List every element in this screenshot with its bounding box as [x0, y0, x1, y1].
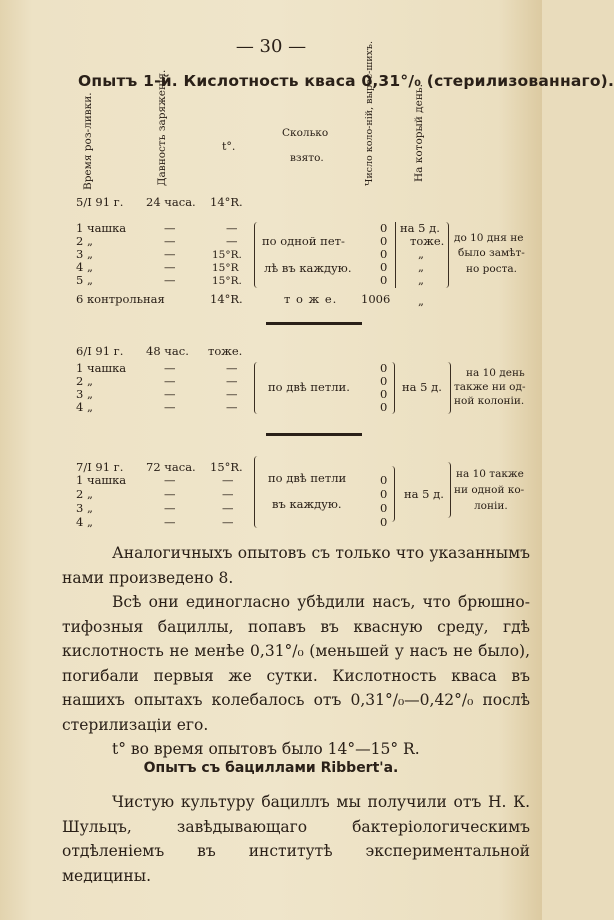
exp2-row-2-temp: — — [226, 374, 238, 388]
exp1-control-label: 6 контрольная — [76, 292, 165, 306]
exp1-day-2: тоже. — [410, 234, 445, 248]
exp3-row-4-dur: — — [164, 515, 176, 529]
exp3-taken-1: по двѣ петли — [268, 471, 347, 485]
exp3-temp: 15°R. — [210, 460, 243, 474]
exp3-date: 7/I 91 г. — [76, 460, 124, 474]
exp3-bracket-left — [254, 456, 261, 528]
exp2-row-3-temp: — — [226, 387, 238, 401]
exp2-note-3: ной колоніи. — [454, 395, 525, 407]
exp3-row-1-temp: — — [222, 473, 234, 487]
header-taken-2: взято. — [290, 152, 324, 164]
exp2-taken: по двѣ петли. — [268, 380, 350, 394]
header-day: На который день. — [413, 84, 425, 182]
exp2-date: 6/I 91 г. — [76, 344, 124, 358]
exp2-note-1: на 10 день — [466, 367, 525, 379]
exp1-temp: 14°R. — [210, 195, 243, 209]
exp1-day-3: „ — [418, 247, 424, 261]
exp1-day-4: „ — [418, 260, 424, 274]
exp3-row-1-col: 0 — [380, 473, 388, 487]
exp1-taken-1: по одной пет- — [262, 234, 345, 248]
exp1-divider — [395, 222, 396, 288]
exp2-hours: 48 час. — [146, 344, 189, 358]
exp1-note-2: было замѣт- — [458, 247, 525, 259]
body-text — [62, 541, 530, 762]
header-taken-1: Сколько — [282, 127, 329, 139]
paragraph-1: Аналогичныхъ опытовъ съ только что указаннымъ нами произведено 8. — [62, 544, 530, 587]
exp3-bracket-right — [444, 462, 451, 518]
exp3-row-2-col: 0 — [380, 487, 388, 501]
exp1-row-4-label: 4 „ — [76, 260, 93, 274]
exp3-row-4-col: 0 — [380, 515, 388, 529]
exp2-note-2: также ни од- — [454, 381, 526, 393]
exp1-row-5-label: 5 „ — [76, 273, 93, 287]
exp1-control-colonies: 1006 — [361, 292, 391, 306]
exp3-row-1-label: 1 чашка — [76, 473, 127, 487]
exp1-day-5: „ — [418, 273, 424, 287]
exp3-row-2-temp: — — [222, 487, 234, 501]
exp1-row-5-temp: 15°R. — [212, 275, 242, 287]
exp1-row-3-col: 0 — [380, 247, 388, 261]
exp1-row-3-label: 3 „ — [76, 247, 93, 261]
exp1-bracket-right — [442, 222, 449, 288]
exp2-bracket-mid — [388, 362, 395, 414]
exp3-day: на 5 д. — [404, 487, 444, 501]
exp1-row-2-label: 2 „ — [76, 234, 93, 248]
exp1-hours: 24 часа. — [146, 195, 196, 209]
exp3-bracket-mid — [388, 466, 395, 522]
exp2-row-3-col: 0 — [380, 387, 388, 401]
exp1-row-4-dur: — — [164, 260, 176, 274]
exp1-day-1: на 5 д. — [400, 221, 440, 235]
exp1-row-1-col: 0 — [380, 221, 388, 235]
exp2-row-3-dur: — — [164, 387, 176, 401]
exp1-row-2-col: 0 — [380, 234, 388, 248]
exp1-control-taken: т о ж е. — [284, 292, 338, 306]
exp3-row-2-dur: — — [164, 487, 176, 501]
exp1-row-5-dur: — — [164, 273, 176, 287]
header-duration: Давность заряженія. — [156, 69, 168, 186]
exp2-day: на 5 д. — [402, 380, 442, 394]
header-colonies: Число коло-ній, вырос-шихъ. — [364, 41, 375, 186]
exp1-row-2-temp: — — [226, 234, 238, 248]
exp1-row-5-col: 0 — [380, 273, 388, 287]
exp2-row-2-label: 2 „ — [76, 374, 93, 388]
exp1-row-3-dur: — — [164, 247, 176, 261]
exp1-control-temp: 14°R. — [210, 292, 243, 306]
exp2-row-4-label: 4 „ — [76, 400, 93, 414]
exp3-note-1: на 10 также — [456, 468, 524, 480]
exp2-bracket-right — [444, 362, 451, 414]
exp2-row-4-temp: — — [226, 400, 238, 414]
exp1-row-3-temp: 15°R. — [212, 249, 242, 261]
exp2-row-1-col: 0 — [380, 361, 388, 375]
section-divider-2 — [266, 433, 362, 436]
exp2-row-1-dur: — — [164, 361, 176, 375]
exp1-row-4-temp: 15°R — [212, 262, 239, 274]
exp2-row-2-col: 0 — [380, 374, 388, 388]
exp1-row-1-temp: — — [226, 221, 238, 235]
exp3-row-3-col: 0 — [380, 501, 388, 515]
paragraph-2: Всѣ они единогласно убѣдили насъ, что брюшно-тифозныя бациллы, попавъ въ квасную среду, гдѣ кислотность не менѣе 0,31°/₀ (меньшей у насъ не было), погибали первыя же сутки. Кислотность кваса въ нашихъ опытахъ колебалось отъ 0,31°/₀—0,42°/₀ послѣ стерилизаціи его. — [62, 593, 530, 734]
exp3-note-3: лоніи. — [474, 500, 508, 512]
exp1-date: 5/I 91 г. — [76, 195, 124, 209]
final-paragraph-block — [62, 790, 530, 888]
exp1-row-1-label: 1 чашка — [76, 221, 127, 235]
exp3-row-1-dur: — — [164, 473, 176, 487]
exp1-note-1: до 10 дня не — [454, 232, 524, 244]
exp3-row-3-temp: — — [222, 501, 234, 515]
exp1-row-2-dur: — — [164, 234, 176, 248]
exp3-note-2: ни одной ко- — [454, 484, 525, 496]
exp1-control-day: „ — [418, 294, 424, 308]
exp2-temp: тоже. — [208, 344, 243, 358]
exp1-taken-2: лѣ въ каждую. — [264, 261, 352, 275]
section-divider-1 — [266, 322, 362, 325]
exp3-row-3-dur: — — [164, 501, 176, 515]
exp1-row-4-col: 0 — [380, 260, 388, 274]
exp3-row-3-label: 3 „ — [76, 501, 93, 515]
paragraph-3: t° во время опытовъ было 14°—15° R. — [112, 740, 420, 758]
exp1-row-1-dur: — — [164, 221, 176, 235]
paragraph-final: Чистую культуру бациллъ мы получили отъ Н. К. Шульцъ, завѣдывающаго бактеріологическимъ отдѣленіемъ въ институтѣ экспериментальной медицины. — [62, 793, 530, 885]
experiment-title: Опытъ 1-й. Кислотность кваса 0,31°/₀ (стерилизованнаго). — [78, 72, 614, 90]
exp3-row-4-temp: — — [222, 515, 234, 529]
exp1-bracket-left — [254, 222, 261, 288]
header-temp: t°. — [222, 140, 236, 153]
section-subtitle: Опытъ съ бациллами Ribbert'a. — [143, 760, 399, 776]
header-time: Время роз-ливки. — [82, 92, 94, 190]
exp1-note-3: но роста. — [466, 263, 517, 275]
exp3-hours: 72 часа. — [146, 460, 196, 474]
exp2-row-1-label: 1 чашка — [76, 361, 127, 375]
exp2-row-4-dur: — — [164, 400, 176, 414]
exp2-row-2-dur: — — [164, 374, 176, 388]
exp2-row-4-col: 0 — [380, 400, 388, 414]
exp2-bracket-left — [254, 362, 261, 414]
exp3-taken-2: въ каждую. — [272, 497, 342, 511]
exp3-row-2-label: 2 „ — [76, 487, 93, 501]
exp2-row-1-temp: — — [226, 361, 238, 375]
exp2-row-3-label: 3 „ — [76, 387, 93, 401]
page-number: — 30 — — [235, 36, 307, 57]
exp3-row-4-label: 4 „ — [76, 515, 93, 529]
